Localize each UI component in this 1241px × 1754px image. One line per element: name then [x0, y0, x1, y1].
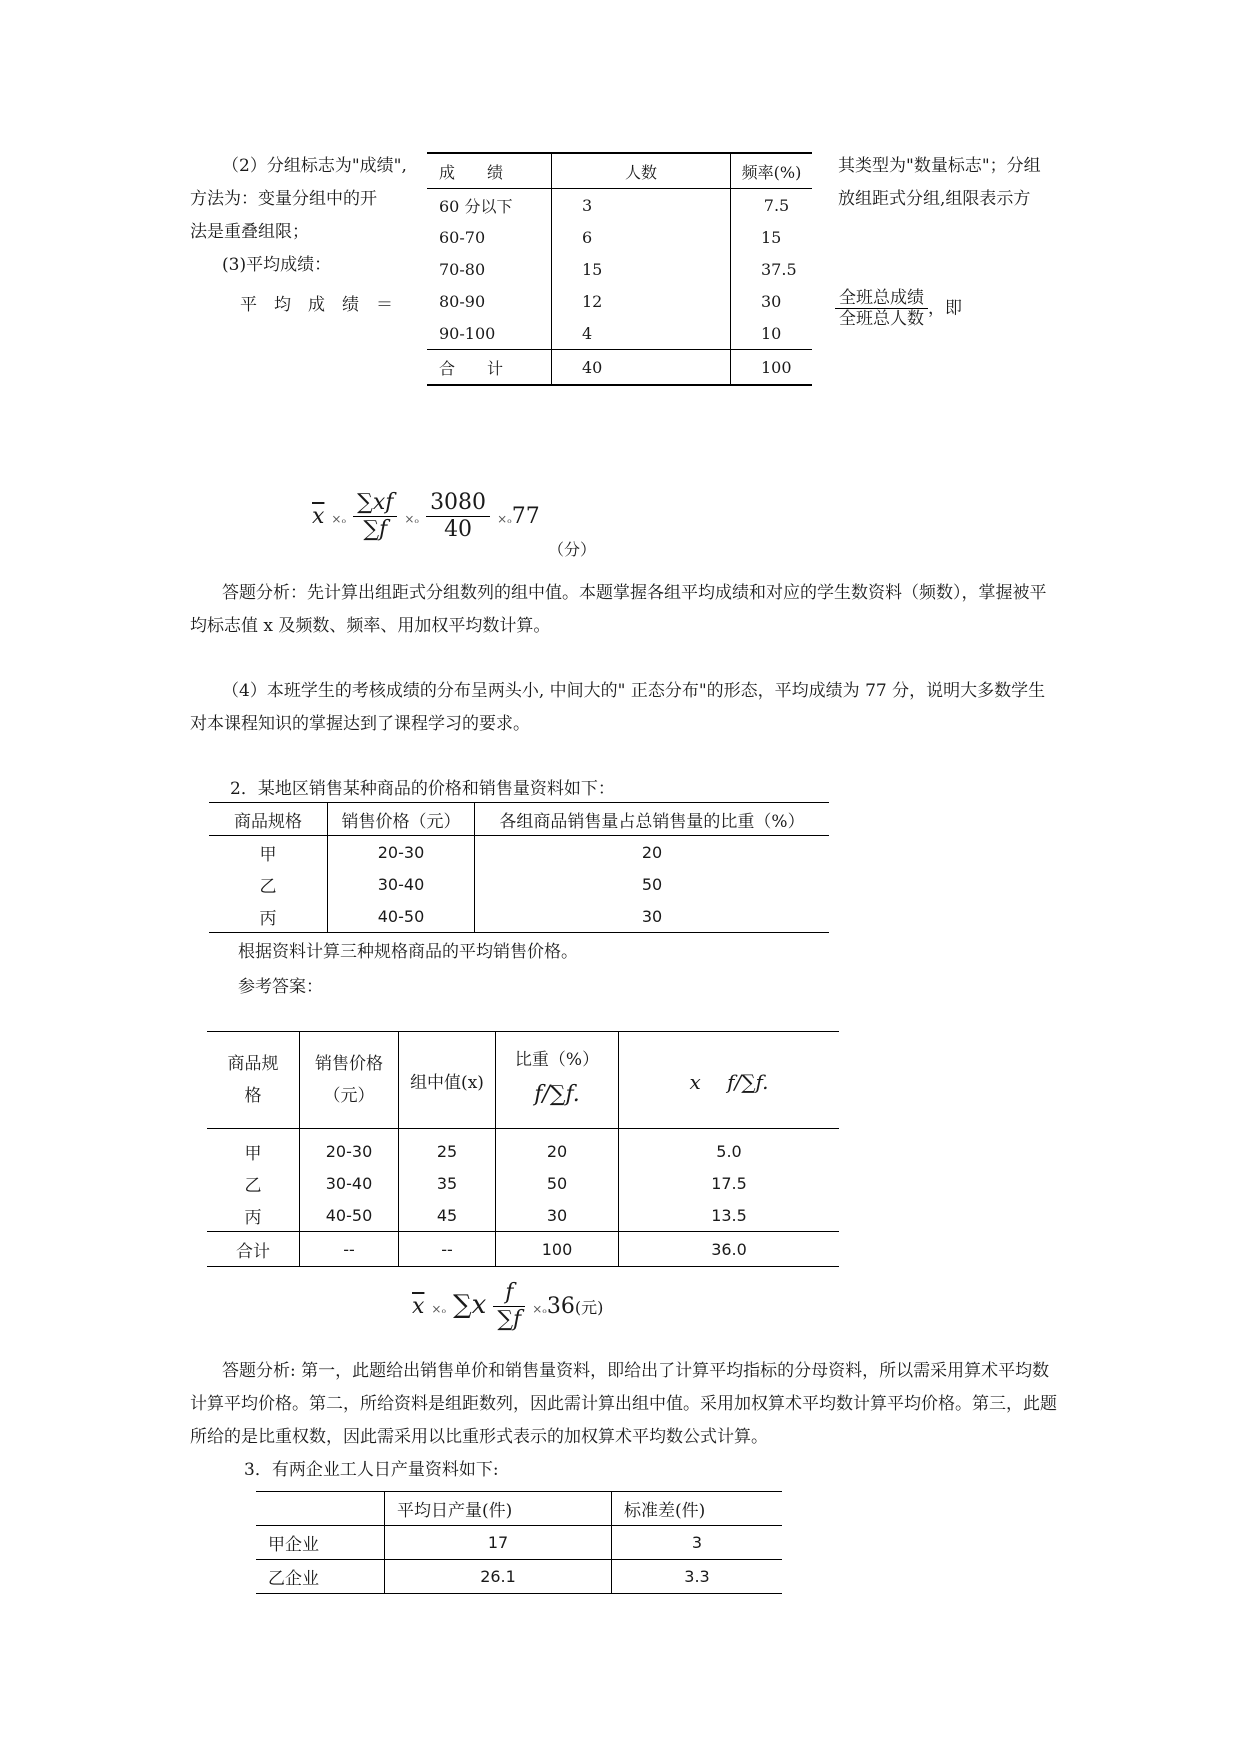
table-cell: 70-80 [427, 253, 552, 285]
table-cell: -- [399, 1232, 496, 1267]
table-cell: 30 [496, 1199, 619, 1232]
table-row [256, 1526, 782, 1560]
table-cell: 甲 [207, 1129, 300, 1168]
formula-numerator-value: 3080 [430, 490, 487, 515]
fraction-denominator: 全班总人数 [835, 308, 928, 329]
formula-result: 77 [511, 503, 540, 529]
table-cell: 30-40 [300, 1167, 399, 1199]
table-cell: 3 [612, 1526, 783, 1560]
text-group-criterion: （2）分组标志为"成绩", [222, 156, 407, 176]
formula-denominator: ∑f [353, 516, 397, 543]
table-cell: 15 [761, 227, 782, 247]
table-cell: 50 [496, 1167, 619, 1199]
reference-answer-label: 参考答案： [238, 977, 323, 997]
table-cell: 甲企业 [256, 1526, 385, 1560]
table-cell: 37.5 [761, 259, 797, 279]
table-cell: 20-30 [328, 836, 475, 869]
table-cell: 100 [731, 350, 813, 386]
table-cell: 12 [552, 285, 731, 317]
table-row [209, 900, 829, 933]
table-header-cell: 成 绩 [427, 153, 552, 189]
table-cell: 4 [552, 317, 731, 350]
table-cell: 90-100 [427, 317, 552, 350]
text-average-equals: 平 均 成 绩 ＝ [240, 295, 393, 315]
formula-denominator-value: 40 [426, 516, 490, 543]
scores-table [427, 152, 812, 386]
table-row [427, 221, 812, 253]
x-bar: $\overline{x}$ [312, 503, 325, 529]
text-open-interval: 放组距式分组,组限表示方 [838, 189, 1031, 209]
text-method: 方法为：变量分组中的开 [190, 189, 377, 209]
table-cell: 30-40 [328, 868, 475, 900]
table-header-text: 比重（%） [514, 1050, 600, 1070]
table-cell: 20 [496, 1129, 619, 1168]
table-header-cell: 频率(%) [731, 153, 813, 189]
table-cell: 3.3 [612, 1560, 783, 1594]
table-cell: 40-50 [300, 1199, 399, 1232]
answer-table [207, 1031, 839, 1267]
formula-denominator: ∑f [493, 1306, 525, 1333]
table-header-cell: 商品规格 [209, 803, 328, 836]
table-header-cell: 组中值(x) [399, 1032, 496, 1129]
formula-numerator: f [505, 1280, 514, 1305]
paragraph-4: （4）本班学生的考核成绩的分布呈两头小, 中间大的" 正态分布"的形态，平均成绩为 77 分，说明大多数学生对本课程知识的掌握达到了课程学习的要求。 [190, 681, 1046, 734]
table-cell: 13.5 [711, 1205, 747, 1225]
price-sales-table [209, 802, 829, 933]
table-cell: 40-50 [328, 900, 475, 933]
table-row [427, 285, 812, 317]
table-cell: 17 [385, 1526, 612, 1560]
table-cell: 50 [641, 874, 663, 894]
table-row [207, 1167, 839, 1199]
table-header-cell [496, 1032, 619, 1129]
table-row [209, 868, 829, 900]
table-header-cell [300, 1032, 399, 1129]
text-type: 其类型为"数量标志"；分组 [838, 156, 1041, 176]
text-overlap-limits: 法是重叠组限； [190, 222, 309, 242]
text-average-label: (3)平均成绩： [222, 255, 332, 275]
table-row [209, 836, 829, 869]
table-cell: 合 计 [427, 350, 552, 386]
formula-average-score: $\overline{x} \times_o$ $\frac{\sum xf}{\sum f}$ ×ₒ $\frac{3080}{40}$ ×ₒ77 [312, 490, 540, 543]
fraction-suffix: ，即 [928, 298, 962, 319]
table-cell: 丙 [209, 900, 328, 933]
table-cell: 25 [399, 1129, 496, 1168]
question-2-ask: 根据资料计算三种规格商品的平均销售价格。 [238, 942, 578, 962]
table-cell: 乙 [207, 1167, 300, 1199]
table-row [427, 317, 812, 350]
table-header-cell: 标准差(件) [612, 1492, 783, 1526]
table-cell: 15 [552, 253, 731, 285]
table-cell: 40 [552, 350, 731, 386]
enterprise-output-table [256, 1491, 782, 1594]
table-cell: 60-70 [427, 221, 552, 253]
table-cell: 60 分以下 [427, 189, 552, 222]
formula-result: 36 [546, 1293, 575, 1319]
table-cell: 30 [475, 900, 830, 933]
fraction-numerator: 全班总成绩 [839, 288, 924, 308]
table-cell: 45 [399, 1199, 496, 1232]
analysis-paragraph-2: 答题分析: 第一，此题给出销售单价和销售量资料，即给出了计算平均指标的分母资料，所以需采用算术平均数计算平均价格。第二，所给资料是组距数列，因此需计算出组中值。采用加权算术平均数计算平均价格。第三，此题所给的是比重权数，因此需采用以比重形式表示的加权算术平均数公式计算。 [190, 1361, 1057, 1447]
table-cell: 17.5 [711, 1173, 747, 1193]
table-cell: 35 [399, 1167, 496, 1199]
table-header-cell [207, 1032, 300, 1129]
formula-class-fraction [835, 288, 962, 330]
table-row [427, 189, 812, 222]
table-header-cell: 销售价格（元） [328, 803, 475, 836]
table-cell: 26.1 [385, 1560, 612, 1594]
table-cell: 100 [496, 1232, 619, 1267]
table-cell: 20-30 [300, 1129, 399, 1168]
table-cell: 80-90 [427, 285, 552, 317]
formula-average-price: $\overline{x} \times_o$ ∑x $\frac{f}{\sum f}$ ×ₒ36(元) [412, 1280, 604, 1333]
table-row [427, 253, 812, 285]
table-cell: 36.0 [619, 1232, 840, 1267]
table-cell: 乙 [209, 868, 328, 900]
table-row [256, 1560, 782, 1594]
formula-numerator: ∑xf [357, 490, 394, 515]
table-cell: 乙企业 [256, 1560, 385, 1594]
table-cell: 合计 [207, 1232, 300, 1267]
table-cell: -- [300, 1232, 399, 1267]
table-cell: 丙 [207, 1199, 300, 1232]
sum-x: ∑x [453, 1289, 487, 1320]
formula-unit: (元) [574, 1297, 604, 1317]
table-header-cell: 人数 [552, 153, 731, 189]
analysis-paragraph-1: 答题分析：先计算出组距式分组数列的组中值。本题掌握各组平均成绩和对应的学生数资料（频数），掌握被平均标志值 x 及频数、频率、用加权平均数计算。 [190, 583, 1047, 636]
table-cell: 甲 [209, 836, 328, 869]
table-total-row [427, 350, 812, 386]
table-row [207, 1199, 839, 1232]
table-header-formula: f/∑f. [534, 1082, 580, 1107]
question-2-title: 2．某地区销售某种商品的价格和销售量资料如下： [230, 779, 615, 799]
question-3-title: 3．有两企业工人日产量资料如下: [244, 1460, 499, 1480]
table-header-cell: 平均日产量(件) [385, 1492, 612, 1526]
table-cell: 3 [552, 189, 731, 222]
table-cell: 7.5 [763, 195, 790, 215]
table-header-cell [256, 1492, 385, 1526]
table-row [207, 1129, 839, 1168]
table-cell: 10 [761, 323, 782, 343]
table-header-cell: 各组商品销售量占总销售量的比重（%） [475, 803, 830, 836]
formula-unit: （分） [548, 540, 597, 559]
table-header-row [256, 1492, 782, 1526]
table-total-row [207, 1232, 839, 1267]
table-cell: 5.0 [716, 1141, 742, 1161]
table-cell: 20 [641, 842, 663, 862]
table-header-cell: x f/∑f. [619, 1032, 840, 1129]
table-header-text: 销售价格（元） [315, 1054, 383, 1106]
table-cell: 6 [552, 221, 731, 253]
table-header-text: 商品规格 [227, 1054, 279, 1106]
x-bar: $\overline{x}$ [412, 1293, 425, 1319]
table-cell: 30 [761, 291, 782, 311]
